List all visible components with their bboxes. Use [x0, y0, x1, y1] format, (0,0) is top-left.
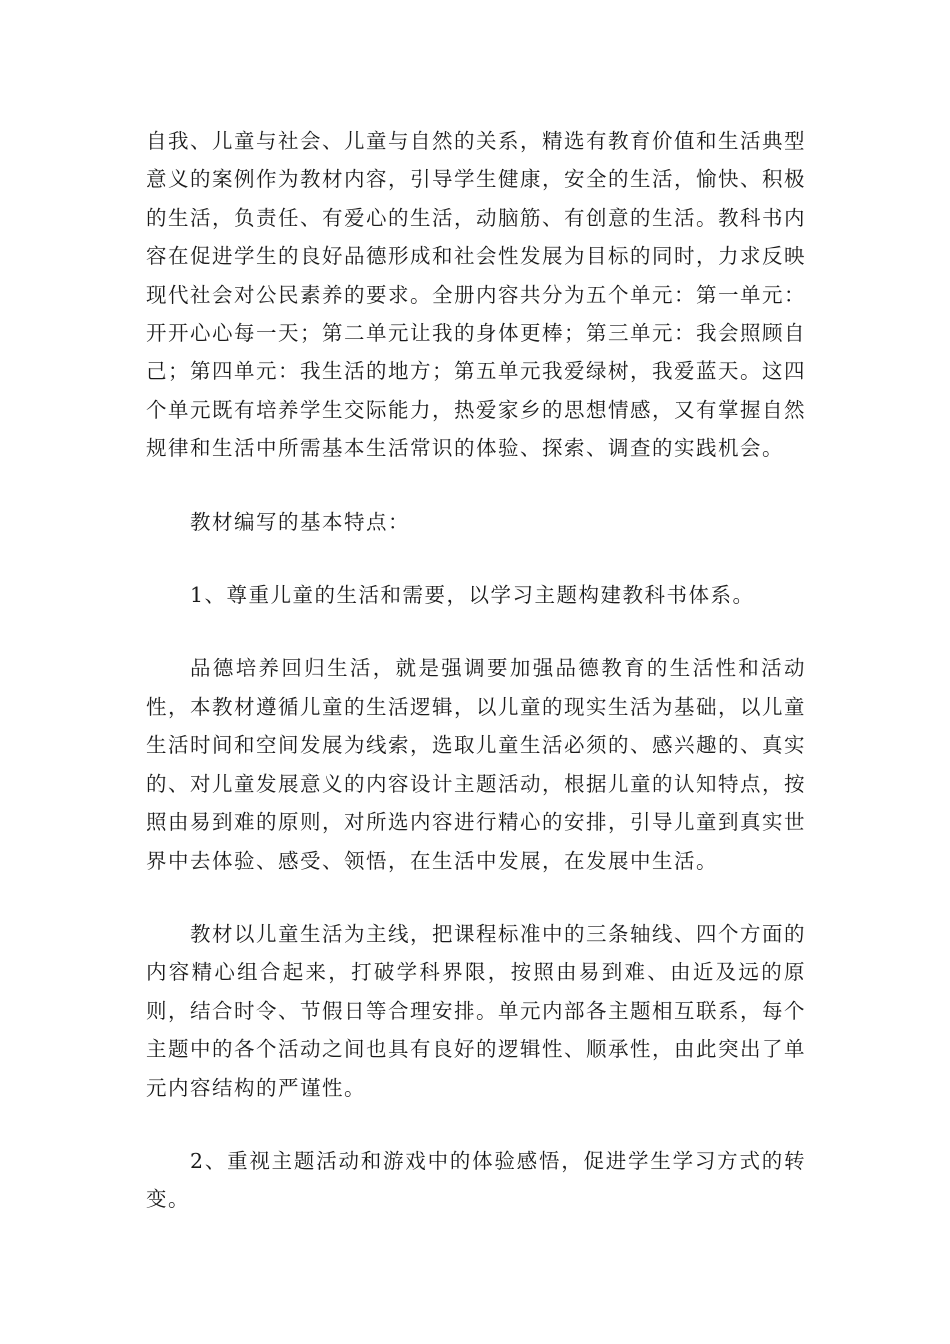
paragraph-mainline: 教材以儿童生活为主线，把课程标准中的三条轴线、四个方面的内容精心组合起来，打破学科界限，按照由易到难、由近及远的原则，结合时令、节假日等合理安排。单元内部各主题相互联系，每个主题中的各个活动之间也具有良好的逻辑性、顺承性，由此突出了单元内容结构的严谨性。	[146, 921, 806, 1100]
document-body	[146, 122, 806, 1254]
paragraph-life-oriented: 品德培养回归生活，就是强调要加强品德教育的生活性和活动性，本教材遵循儿童的生活逻辑，以儿童的现实生活为基础，以儿童生活时间和空间发展为线索，选取儿童生活必须的、感兴趣的、真实的、对儿童发展意义的内容设计主题活动，根据儿童的认知特点，按照由易到难的原则，对所选内容进行精心的安排，引导儿童到真实世界中去体验、感受、领悟，在生活中发展，在发展中生活。	[146, 656, 806, 873]
paragraph-units-overview: 自我、儿童与社会、儿童与自然的关系，精选有教育价值和生活典型意义的案例作为教材内容，引导学生健康，安全的生活，愉快、积极的生活，负责任、有爱心的生活，动脑筋、有创意的生活。教科书内容在促进学生的良好品德形成和社会性发展为目标的同时，力求反映现代社会对公民素养的要求。全册内容共分为五个单元：第一单元：开开心心每一天；第二单元让我的身体更棒；第三单元：我会照顾自己；第四单元：我生活的地方；第五单元我爱绿树，我爱蓝天。这四个单元既有培养学生交际能力，热爱家乡的思想情感，又有掌握自然规律和生活中所需基本生活常识的体验、探索、调查的实践机会。	[146, 129, 806, 461]
feature-heading-1: 1、尊重儿童的生活和需要，以学习主题构建教科书体系。	[190, 583, 755, 608]
feature-heading-2: 2、重视主题活动和游戏中的体验感悟，促进学生学习方式的转变。	[146, 1148, 806, 1212]
section-heading-features: 教材编写的基本特点：	[190, 509, 410, 534]
